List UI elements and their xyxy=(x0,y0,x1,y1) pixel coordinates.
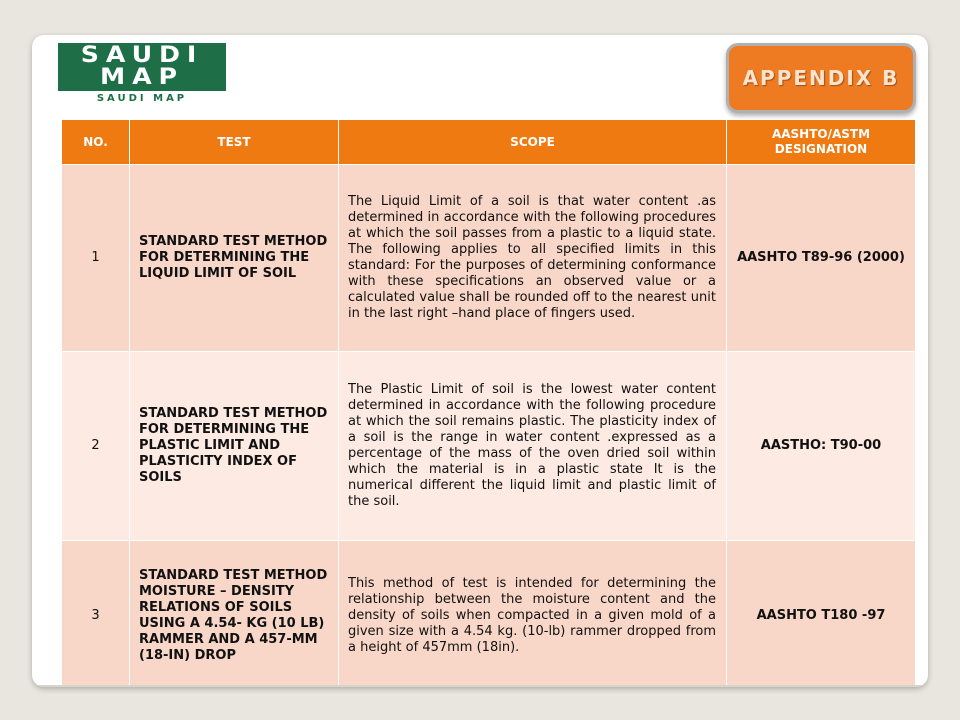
appendix-badge: APPENDIX B xyxy=(726,43,916,113)
row-scope: The Plastic Limit of soil is the lowest water content determined in accordance with the following procedure at which the soil remains plastic. The plasticity index of a soil is the range in water content .expressed as a percentage of the mass of the oven dried soil within which the material is in a plastic state It is the numerical different the liquid limit and plastic limit of the soil. xyxy=(339,352,727,541)
table-row xyxy=(62,352,916,541)
row-number: 1 xyxy=(62,165,130,352)
table-header-row xyxy=(62,120,916,165)
saudi-map-logo xyxy=(58,43,226,107)
logo-mark xyxy=(58,43,226,91)
header-scope: SCOPE xyxy=(339,120,727,165)
row-test: STANDARD TEST METHOD FOR DETERMINING THE LIQUID LIMIT OF SOIL xyxy=(130,165,339,352)
logo-line-2: MAP xyxy=(99,65,184,90)
row-test: STANDARD TEST METHOD MOISTURE – DENSITY RELATIONS OF SOILS USING A 4.54- KG (10 LB) RAMMER AND A 457-MM (18-IN) DROP xyxy=(130,541,339,688)
logo-subtitle: SAUDI MAP xyxy=(96,93,188,104)
specifications-table xyxy=(61,119,916,687)
table-row xyxy=(62,541,916,688)
header-designation: AASHTO/ASTM DESIGNATION xyxy=(727,120,916,165)
row-number: 3 xyxy=(62,541,130,688)
row-test: STANDARD TEST METHOD FOR DETERMINING THE PLASTIC LIMIT AND PLASTICITY INDEX OF SOILS xyxy=(130,352,339,541)
row-scope: This method of test is intended for determining the relationship between the moisture content and the density of soils when compacted in a given mold of a given size with a 4.54 kg. (10-lb) rammer dropped from a height of 457mm (18in). xyxy=(339,541,727,688)
slide xyxy=(32,35,928,687)
header-no: NO. xyxy=(62,120,130,165)
row-scope: The Liquid Limit of a soil is that water content .as determined in accordance with the following procedures at which the soil passes from a plastic to a liquid state. The following applies to all specified limits in this standard: For the purposes of determining conformance with these specifications an observed value or a calculated value shall be rounded off to the nearest unit in the last right –hand place of fingers used. xyxy=(339,165,727,352)
logo-line-1: SAUDI xyxy=(80,43,204,68)
row-number: 2 xyxy=(62,352,130,541)
row-designation: AASHTO T180 -97 xyxy=(727,541,916,688)
row-designation: AASTHO: T90-00 xyxy=(727,352,916,541)
header-test: TEST xyxy=(130,120,339,165)
table-row xyxy=(62,165,916,352)
slide-divider xyxy=(32,685,928,687)
row-designation: AASHTO T89-96 (2000) xyxy=(727,165,916,352)
